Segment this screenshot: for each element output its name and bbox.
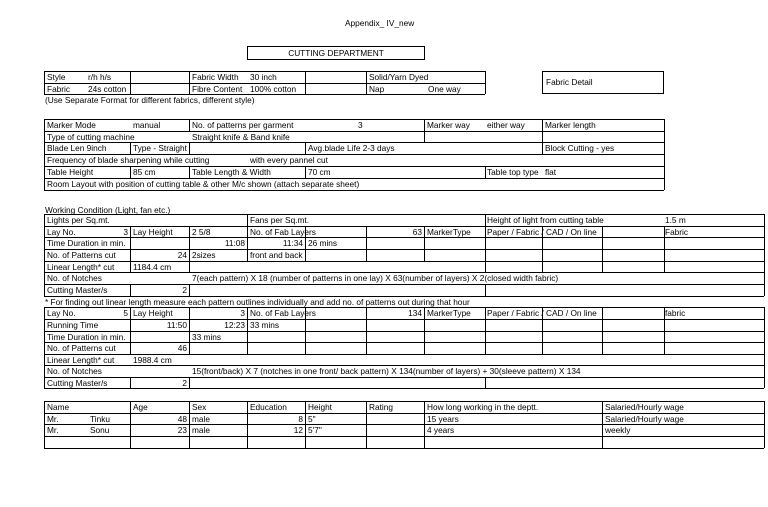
lay1-marker-type-value: Fabric [665, 227, 689, 237]
lay1-masters-label: Cutting Master/s [47, 285, 108, 295]
row-name: Sonu [90, 425, 110, 435]
lay1-no-label: Lay No. [47, 227, 76, 237]
row-sex: male [192, 414, 210, 424]
dyed-label: Solid/Yarn Dyed [369, 72, 429, 82]
lay1-linear-label: Linear Length* cut [47, 262, 115, 272]
patterns-per-garment-label: No. of patterns per garment [192, 120, 294, 130]
row-education: 8 [298, 414, 303, 424]
lay1-time-end: 11:34 [282, 238, 303, 248]
style-label: Style [47, 72, 66, 82]
row-experience: 4 years [427, 425, 455, 435]
block-cutting: Block Cutting - yes [545, 143, 615, 153]
lay2-time-total: 33 mins [192, 332, 222, 342]
marker-mode-value: manual [133, 120, 161, 130]
row-height: 5" [308, 414, 316, 424]
fabric-value: 24s cotton [88, 84, 127, 94]
cutting-machine-value: Straight knife & Band knife [192, 132, 290, 142]
table-lw-label: Table Length & Width [192, 167, 271, 177]
lay1-no: 3 [123, 227, 128, 237]
lay2-running-start: 11:50 [166, 320, 187, 330]
marker-mode-label: Marker Mode [47, 120, 96, 130]
lay2-masters-label: Cutting Master/s [47, 378, 108, 388]
header-rating: Rating [369, 402, 393, 412]
blade-type: Type - Straight [133, 143, 187, 153]
lay1-time-start: 11:08 [224, 238, 245, 248]
fabric-detail-label: Fabric Detail [546, 77, 593, 87]
row-age: 48 [177, 414, 187, 424]
lay2-patterns-cut: 46 [177, 343, 187, 353]
header-sex: Sex [192, 402, 207, 412]
marker-length-label: Marker length [545, 120, 596, 130]
lay2-marker-type-value: fabric [665, 308, 686, 318]
lay2-running-total: 33 mins [250, 320, 280, 330]
table-top-value: flat [545, 167, 557, 177]
lay1-patterns-cut: 24 [177, 250, 187, 260]
row-wage: Salaried/Hourly wage [605, 414, 684, 424]
table-top-label: Table top type [487, 167, 539, 177]
blade-life: Avg.blade Life 2-3 days [308, 143, 395, 153]
room-layout-label: Room Layout with position of cutting table & other M/c shown (attach separate sheet) [47, 179, 360, 189]
header-age: Age [133, 402, 148, 412]
sharpening-label: Frequency of blade sharpening while cutting [47, 155, 210, 165]
table-lw-value: 70 cm [308, 167, 331, 177]
nap-value: One way [428, 84, 461, 94]
fabric-width-label: Fabric Width [192, 72, 239, 82]
lay1-masters: 2 [182, 285, 187, 295]
lay2-height: 3 [240, 308, 245, 318]
fibre-content-label: Fibre Content [192, 84, 243, 94]
working-condition-title: Working Condition (Light, fan etc.) [45, 205, 171, 215]
header-wage: Salaried/Hourly wage [605, 402, 684, 412]
lay2-fab-layers-label: No. of Fab Layers [250, 308, 316, 318]
lay1-patterns-cut-label: No. of Patterns cut [47, 250, 116, 260]
fans-label: Fans per Sq.mt. [250, 215, 310, 225]
row-wage: weekly [605, 425, 631, 435]
lay2-linear-value: 1988.4 cm [133, 355, 172, 365]
nap-label: Nap [369, 84, 385, 94]
light-height-value: 1.5 m [665, 215, 686, 225]
row-sex: male [192, 425, 210, 435]
lay1-linear-value: 1184.4 cm [133, 262, 172, 272]
row-title: Mr. [47, 425, 59, 435]
lay1-front-back: front and back [250, 250, 303, 260]
patterns-per-garment-value: 3 [358, 120, 363, 130]
sharpening-value: with every pannel cut [250, 155, 328, 165]
lay2-masters: 2 [182, 378, 187, 388]
lay2-notches-label: No. of Notches [47, 366, 102, 376]
blade-length: Blade Len 9inch [47, 143, 107, 153]
lay2-notches-value: 15(front/back) X 7 (notches in one front/ back pattern) X 134(number of layers) + 30(sleeve pattern) X 134 [192, 366, 581, 376]
light-height-label: Height of light from cutting table [487, 215, 604, 225]
lights-label: Lights per Sq.mt. [47, 215, 110, 225]
style-value: r/h h/s [88, 72, 112, 82]
lay2-patterns-cut-label: No. of Patterns cut [47, 343, 116, 353]
fabric-label: Fabric [47, 84, 71, 94]
lay1-time-total: 26 mins [308, 238, 338, 248]
lay1-notches-label: No. of Notches [47, 273, 102, 283]
lay1-fab-layers: 63 [412, 227, 422, 237]
lay1-time-label: Time Duration in min. [47, 238, 126, 248]
table-height-label: Table Height [47, 167, 94, 177]
cutting-machine-label: Type of cutting machine [47, 132, 135, 142]
row-title: Mr. [47, 414, 59, 424]
lay1-notches-value: 7(each pattern) X 18 (number of patterns in one lay) X 63(number of layers) X 2(closed width fabric) [192, 273, 559, 283]
lay2-no: 5 [123, 308, 128, 318]
lay2-fab-layers: 134 [408, 308, 422, 318]
appendix-title: Appendix_ IV_new [345, 18, 415, 28]
row-experience: 15 years [427, 414, 459, 424]
row-age: 23 [177, 425, 187, 435]
lay2-running-end: 12:23 [224, 320, 245, 330]
lay1-marker-type-label: MarkerType [427, 227, 471, 237]
lay2-marker-type-options: Paper / Fabric / CAD / On line [487, 308, 597, 318]
header-height: Height [308, 402, 332, 412]
fabric-note: (Use Separate Format for different fabrics, different style) [45, 95, 255, 105]
lay1-sizes: 2sizes [192, 250, 216, 260]
lay1-marker-type-options: Paper / Fabric / CAD / On line [487, 227, 597, 237]
linear-length-footnote: * For finding out linear length measure each pattern outlines individually and add no. of patterns out during that hour [45, 297, 470, 307]
dept-title: CUTTING DEPARTMENT [288, 48, 384, 58]
marker-way-value: either way [487, 120, 525, 130]
lay2-running-label: Running Time [47, 320, 99, 330]
lay2-time-label: Time Duration in min. [47, 332, 126, 342]
lay1-fab-layers-label: No. of Fab Layers [250, 227, 316, 237]
fabric-width-value: 30 inch [250, 72, 277, 82]
lay2-linear-label: Linear Length* cut [47, 355, 115, 365]
lay1-height: 2 5/8 [192, 227, 211, 237]
table-height-value: 85 cm [133, 167, 156, 177]
lay2-no-label: Lay No. [47, 308, 76, 318]
fibre-content-value: 100% cotton [250, 84, 297, 94]
header-education: Education [250, 402, 287, 412]
lay2-height-label: Lay Height [133, 308, 173, 318]
header-name: Name [47, 402, 70, 412]
row-name: Tinku [90, 414, 110, 424]
row-education: 12 [293, 425, 303, 435]
marker-way-label: Marker way [427, 120, 470, 130]
header-experience: How long working in the deptt. [427, 402, 539, 412]
row-height: 5'7" [308, 425, 322, 435]
lay2-marker-type-label: MarkerType [427, 308, 471, 318]
lay1-height-label: Lay Height [133, 227, 173, 237]
